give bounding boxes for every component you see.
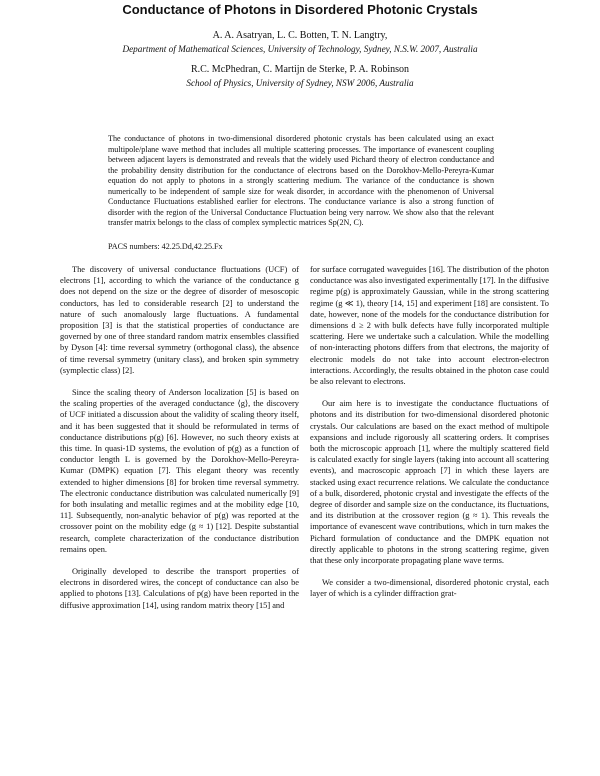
body-paragraph: Since the scaling theory of Anderson localization [5] is based on the scaling properties of the averaged conductance ⟨g⟩, the discovery of UCF initiated a discussion about the validity of scaling theory itself, and it has been suggested that it should be reformulated in terms of conductance distributions p(g) [6]. However, no such theory exists at this time. In quasi-1D systems, the evolution of p(g) as a function of conductor length L is governed by the Dorokhov-Mello-Pereyra-Kumar (DMPK) equation [7]. This elegant theory was recently extended to higher dimensions [8] for broken time reversal symmetry. The electronic conductance distribution was calculated numerically [9] for both insulating and metallic regimes and at the mobility edge [10, 11]. Subsequently, non-analytic behavior of p(g) was reported at the crossover point on the mobility edge (g ≈ 1) [12]. Despite substantial research, complete characterization of the conductance distribution remains open. [60, 388, 299, 554]
authors-group-1: A. A. Asatryan, L. C. Botten, T. N. Langtry, [212, 30, 388, 41]
pacs-numbers: PACS numbers: 42.25.Dd,42.25.Fx [108, 242, 223, 251]
abstract: The conductance of photons in two-dimensional disordered photonic crystals has been calculated using an exact multipole/plane wave method that includes all multiple scattering processes. The importance of evanescent coupling between adjacent layers is demonstrated and reveals that the widely used Pichard theory of electron conductance and the probability density distribution for the conductance of electrons based on the Dorokhov-Mello-Pereyra-Kumar equation do not apply to photons in a strongly scattering medium. The variance of the conductance is shown numerically to be independent of sample size for weak disorder, in accordance with the phenomenon of Universal Conductance Fluctuations established earlier for electrons. The conductance variance is also a strong function of disorder with the region of the Universal Conductance Fluctuation being very narrow. We show also that the relevant transfer matrix belongs to the class of complex symplectic matrices Sp(2N, C). [108, 134, 494, 227]
body-paragraph: for surface corrugated waveguides [16]. The distribution of the photon conductance was also investigated experimentally [17]. In the diffusive regime p(g) is approximately Gaussian, while in the strong scattering regime (g ≪ 1), theory [14, 15] and experiment [18] are consistent. To date, however, none of the models for the conductance distribution for dimensions d ≥ 2 with bulk defects have fully incorporated multiple scattering. Here we undertake such a calculation. While the modelling of non-interacting photons differs from that electrons, the majority of electronic models do not take into account electron-electron interactions. Accordingly, the results obtained in the photon case could be also relevant to electrons. [310, 265, 549, 387]
body-column-left [60, 264, 299, 622]
paper-title: Conductance of Photons in Disordered Photonic Crystals [122, 2, 478, 17]
affiliation-2: School of Physics, University of Sydney, NSW 2006, Australia [186, 78, 414, 88]
body-paragraph: We consider a two-dimensional, disordered photonic crystal, each layer of which is a cylinder diffraction grat- [310, 578, 549, 599]
authors-group-2: R.C. McPhedran, C. Martijn de Sterke, P. A. Robinson [190, 64, 410, 75]
body-paragraph: Our aim here is to investigate the conductance fluctuations of photons and its distribution for two-dimensional disordered photonic crystals. Our calculations are based on the exact method of multipole expansions and include rigorously all scattering orders. It comprises both the microscopic approach [1], where the multiply scattered field is calculated exactly for single layers (taking into account all scattering events), and macroscopic approach [7] in which these layers are stacked using exact recurrence relations. We calculate the conductance of a bulk, disordered, photonic crystal and investigate the effects of the degree of disorder and sample size on the conductance, its fluctuations, and its distribution at the crossover region (g ≈ 1). This reveals the importance of evanescent wave contributions, which in turn makes the Pichard formulation of conductance and the DMPK equation not directly applicable to photons in the strong scattering regime, given that these only incorporate propagating plane wave terms. [310, 399, 549, 566]
body-paragraph: The discovery of universal conductance fluctuations (UCF) of electrons [1], according to which the variance of the conductance g does not depend on the size or the degree of disorder of mesoscopic conductors, has led to considerable research [2] to understand the nature of such anomalously large fluctuations. A fundamental proposition [3] is that the statistical properties of conductance are governed by one of three standard random matrix ensembles classified by Dyson [4]: time reversal symmetry (orthogonal class), the absence of time reversal symmetry (unitary class), and broken spin symmetry (symplectic class) [2]. [60, 265, 299, 375]
body-column-right [310, 264, 549, 611]
affiliation-1: Department of Mathematical Sciences, University of Technology, Sydney, N.S.W. 2007, Australia [122, 44, 478, 54]
body-paragraph: Originally developed to describe the transport properties of electrons in disordered wires, the concept of conductance can also be applied to photons [13]. Calculations of p(g) have been reported in the diffusive approximation [14], using random matrix theory [15] and [60, 567, 299, 610]
